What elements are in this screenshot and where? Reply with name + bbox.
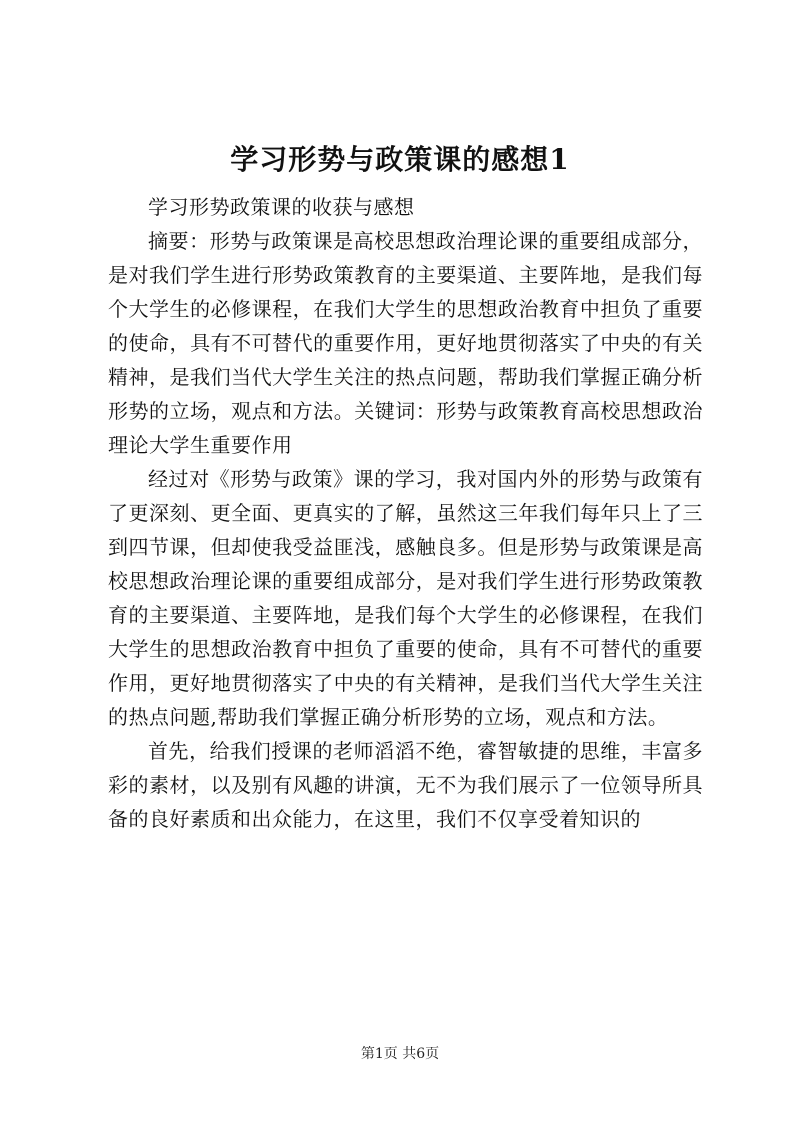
document-subtitle: 学习形势政策课的收获与感想 [148,195,415,219]
page-footer: 第1页 共6页 [360,1046,440,1062]
document-body [108,190,703,836]
paragraph-teacher: 首先，给我们授课的老师滔滔不绝，睿智敏捷的思维，丰富多彩的素材，以及别有风趣的讲演，无不为我们展示了一位领导所具备的良好素质和出众能力，在这里，我们不仅享受着知识的 [108,739,703,831]
paragraph-abstract: 摘要：形势与政策课是高校思想政治理论课的重要组成部分，是对我们学生进行形势政策教育的主要渠道、主要阵地，是我们每个大学生的必修课程，在我们大学生的思想政治教育中担负了重要的使命，具有不可替代的重要作用，更好地贯彻落实了中央的有关精神，是我们当代大学生关注的热点问题，帮助我们掌握正确分析形势的立场，观点和方法。关键词：形势与政策教育高校思想政治理论大学生重要作用 [108,229,703,457]
paragraph-course-reflection: 经过对《形势与政策》课的学习，我对国内外的形势与政策有了更深刻、更全面、更真实的了解，虽然这三年我们每年只上了三到四节课，但却使我受益匪浅，感触良多。但是形势与政策课是高校思想政治理论课的重要组成部分，是对我们学生进行形势政策教育的主要渠道、主要阵地，是我们每个大学生的必修课程，在我们大学生的思想政治教育中担负了重要的使命，具有不可替代的重要作用，更好地贯彻落实了中央的有关精神，是我们当代大学生关注的热点问题,帮助我们掌握正确分析形势的立场，观点和方法。 [108,467,703,729]
document-title: 学习形势与政策课的感想1 [230,143,570,176]
